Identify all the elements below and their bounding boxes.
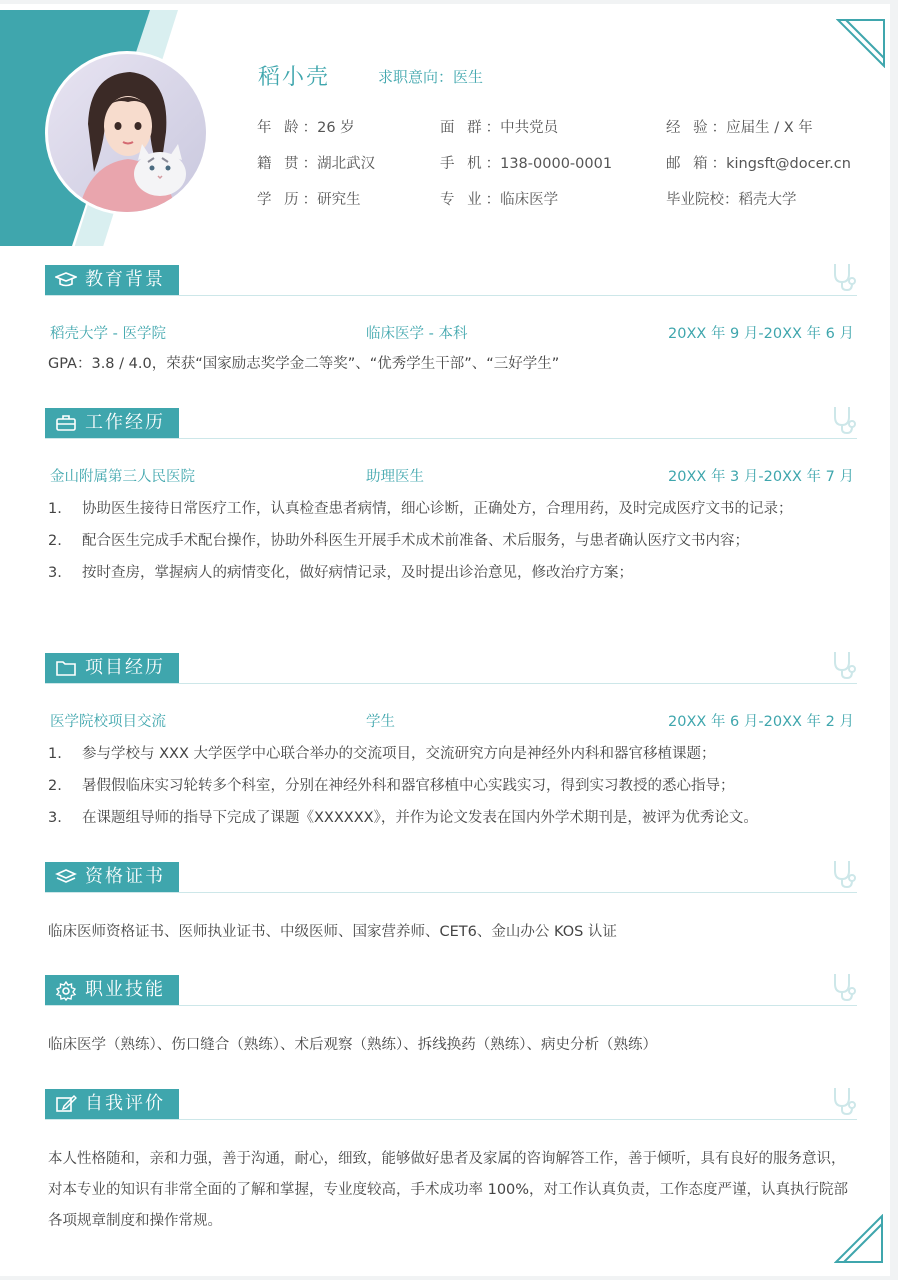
- section-tab: [45, 1089, 179, 1119]
- graduation-cap-icon: [55, 271, 77, 289]
- work-duties-list: [48, 495, 830, 591]
- info-political: 面 群：中共党员: [440, 120, 559, 136]
- corner-triangle-icon: [836, 16, 888, 68]
- section-tab: [45, 408, 179, 438]
- skills-text: 临床医学（熟练）、伤口缝合（熟练）、术后观察（熟练）、拆线换药（熟练）、病史分析（熟练）: [48, 1037, 657, 1053]
- work-row: [50, 465, 854, 485]
- info-origin: 籍 贯：湖北武汉: [257, 156, 376, 172]
- project-org: 医学院校项目交流: [50, 714, 166, 730]
- info-experience: 经 验：应届生 / X 年: [666, 120, 813, 136]
- section-divider: [45, 438, 857, 439]
- stethoscope-icon: [831, 972, 857, 1002]
- education-row: [50, 322, 854, 342]
- job-intent: 求职意向：医生: [378, 68, 484, 86]
- section-tab: [45, 265, 179, 295]
- list-item: 2. 配合医生完成手术配台操作，协助外科医生开展手术成术前准备、术后服务，与患者确认医疗文书内容；: [48, 533, 749, 549]
- section-header-education: [45, 265, 857, 299]
- project-row: [50, 710, 854, 730]
- section-tab: [45, 862, 179, 892]
- section-divider: [45, 892, 857, 893]
- section-title: 自我评价: [85, 1093, 165, 1114]
- section-header-work: [45, 408, 857, 442]
- stethoscope-icon: [831, 1086, 857, 1116]
- info-school: 毕业院校：稻壳大学: [666, 192, 797, 208]
- section-tab: [45, 653, 179, 683]
- section-title: 工作经历: [85, 412, 165, 433]
- info-email: 邮 箱：kingsft@docer.cn: [666, 156, 851, 172]
- section-title: 资格证书: [85, 866, 165, 887]
- self-evaluation-text: 本人性格随和，亲和力强，善于沟通，耐心，细致，能够做好患者及家属的咨询解答工作，善于倾听，具有良好的服务意识，对本专业的知识有非常全面的了解和掌握，专业度较高，手术成功率 100%，对工作认真负责，工作态度严谨，认真执行院部各项规章制度和操作常规。: [48, 1151, 849, 1229]
- work-org: 金山附属第三人民医院: [50, 469, 195, 485]
- info-age: 年 龄：26 岁: [257, 120, 355, 136]
- candidate-name: 稻小壳: [258, 65, 331, 90]
- section-header-project: [45, 653, 857, 687]
- avatar: [48, 54, 206, 212]
- section-header-self: [45, 1089, 857, 1123]
- section-header-certs: [45, 862, 857, 896]
- list-item: 1. 参与学校与 XXX 大学医学中心联合举办的交流项目，交流研究方向是神经外内科和器官移植课题；: [48, 746, 716, 762]
- education-date: 20XX 年 9 月-20XX 年 6 月: [668, 326, 854, 342]
- section-divider: [45, 683, 857, 684]
- gear-icon: [55, 981, 77, 1001]
- info-education: 学 历：研究生: [257, 192, 361, 208]
- info-phone: 手 机：138-0000-0001: [440, 156, 613, 172]
- list-item: 3. 按时查房，掌握病人的病情变化，做好病情记录，及时提出诊治意见，修改治疗方案；: [48, 565, 633, 581]
- education-major: 临床医学 - 本科: [366, 326, 468, 342]
- layers-icon: [55, 868, 77, 886]
- work-role: 助理医生: [366, 469, 424, 485]
- section-title: 职业技能: [85, 979, 165, 1000]
- section-title: 项目经历: [85, 657, 165, 678]
- list-item: 3. 在课题组导师的指导下完成了课题《XXXXXX》，并作为论文发表在国内外学术期刊是，被评为优秀论文。: [48, 810, 758, 826]
- project-date: 20XX 年 6 月-20XX 年 2 月: [668, 714, 854, 730]
- section-header-skills: [45, 975, 857, 1009]
- project-role: 学生: [366, 714, 395, 730]
- certs-text: 临床医师资格证书、医师执业证书、中级医师、国家营养师、CET6、金山办公 KOS 认证: [48, 924, 617, 940]
- info-major: 专 业：临床医学: [440, 192, 559, 208]
- folder-icon: [55, 659, 77, 677]
- stethoscope-icon: [831, 262, 857, 292]
- stethoscope-icon: [831, 405, 857, 435]
- stethoscope-icon: [831, 859, 857, 889]
- briefcase-icon: [55, 414, 77, 432]
- project-details-list: [48, 740, 856, 836]
- portrait-illustration-icon: [48, 54, 206, 212]
- education-school: 稻壳大学 - 医学院: [50, 326, 166, 342]
- list-item: 1. 协助医生接待日常医疗工作，认真检查患者病情，细心诊断，正确处方，合理用药，及时完成医疗文书的记录；: [48, 501, 793, 517]
- stethoscope-icon: [831, 650, 857, 680]
- section-divider: [45, 1119, 857, 1120]
- list-item: 2. 暑假假临床实习轮转多个科室，分别在神经外科和器官移植中心实践实习，得到实习教授的悉心指导；: [48, 778, 735, 794]
- section-tab: [45, 975, 179, 1005]
- work-date: 20XX 年 3 月-20XX 年 7 月: [668, 469, 854, 485]
- resume-page: [0, 4, 890, 1276]
- section-divider: [45, 295, 857, 296]
- section-title: 教育背景: [85, 269, 165, 290]
- section-divider: [45, 1005, 857, 1006]
- education-detail: GPA：3.8 / 4.0，荣获“国家励志奖学金二等奖”、“优秀学生干部”、“三好学生”: [48, 356, 560, 372]
- edit-icon: [55, 1095, 77, 1113]
